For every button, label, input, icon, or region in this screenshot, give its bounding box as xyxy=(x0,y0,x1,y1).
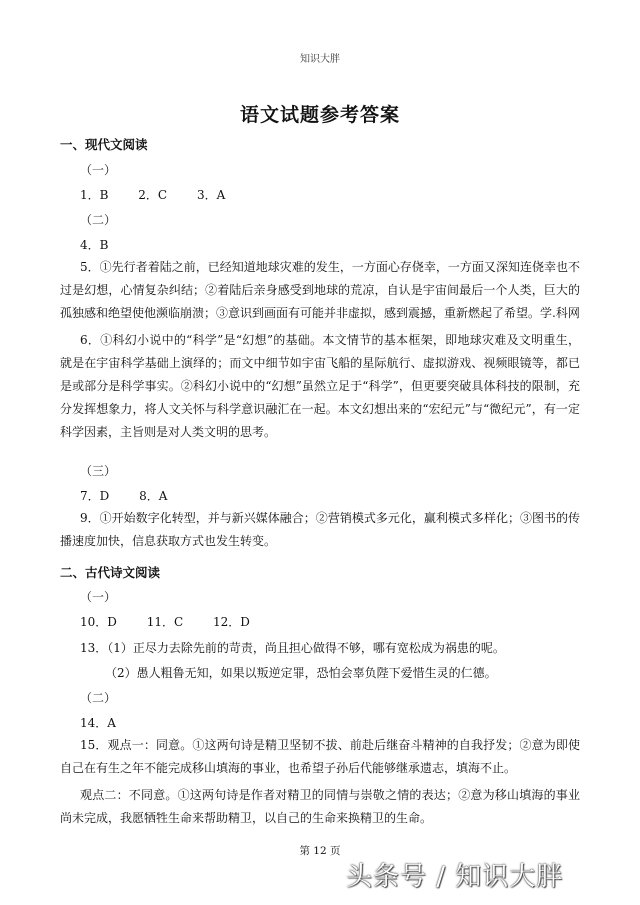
part-label-2: （二） xyxy=(80,213,117,227)
page-number: 第 12 页 xyxy=(299,845,341,857)
answer-13-1: 13．（1）正尽力去除先前的苛责，尚且担心做得不够，哪有宽松成为祸患的呢。 xyxy=(80,641,505,655)
answer-12: 12．D xyxy=(213,615,250,629)
answer-5: 5．①先行者着陆之前，已经知道地球灾难的发生，一方面心存侥幸，一方面又深知连侥幸也不过是幻想，心情复杂纠结；②着陆后亲身感受到地球的荒凉，自认是宇宙间最后一个人类，巨大的孤独感和绝望使他濒临崩溃；③意识到画面有可能并非虚拟，感到震撼，重新燃起了希望。学.科网 xyxy=(60,260,580,320)
answer-1: 1．B xyxy=(80,188,109,202)
answer-7: 7．D xyxy=(80,489,110,503)
answer-9: 9．①开始数字化转型，并与新兴媒体融合；②营销模式多元化，赢利模式多样化；③图书的传播速度加快，信息获取方式也发生转变。 xyxy=(60,511,580,548)
part-label-1: （一） xyxy=(80,163,117,177)
answer-13-2: （2）愚人粗鲁无知，如果以叛逆定罪，恐怕会辜负陛下爱惜生灵的仁德。 xyxy=(105,666,497,680)
answer-2: 2．C xyxy=(138,188,168,202)
watermark: 头条号 / 知识大胖 xyxy=(346,862,564,892)
answer-4: 4．B xyxy=(80,238,109,252)
answer-row-7-8 xyxy=(80,487,193,504)
part-label-3: （三） xyxy=(80,464,117,478)
answer-row-10-12 xyxy=(80,613,276,630)
answer-3: 3．A xyxy=(196,188,226,202)
answer-row-1-3 xyxy=(80,186,251,203)
part-label-5: （二） xyxy=(80,691,117,705)
part-label-4: （一） xyxy=(80,590,117,604)
answer-10: 10．D xyxy=(80,615,117,629)
section-heading-classical: 二、古代诗文阅读 xyxy=(60,565,161,580)
answer-11: 11．C xyxy=(146,615,184,629)
answer-6: 6．①科幻小说中的“科学”是“幻想”的基础。本文情节的基本框架，即地球灾难及文明重生，就是在宇宙科学基础上演绎的；而文中细节如宇宙飞船的星际航行、虚拟游戏、视频眼镜等，都已是或部分是科学事实。②科幻小说中的“幻想”虽然立足于“科学”，但更要突破具体科技的限制，充分发挥想象力，将人文关怀与科学意识融汇在一起。本文幻想出来的“宏纪元”与“微纪元”，有一定科学因素，主旨则是对人类文明的思考。 xyxy=(60,333,580,439)
answer-15-view-1: 15．观点一：同意。①这两句诗是精卫坚韧不拔、前赴后继奋斗精神的自我抒发；②意为即使自己在有生之年不能完成移山填海的事业，也希望子孙后代能够继承遗志，填海不止。 xyxy=(60,738,580,775)
answer-14: 14．A xyxy=(80,716,116,730)
section-heading-modern: 一、现代文阅读 xyxy=(60,137,148,152)
document-title: 语文试题参考答案 xyxy=(239,104,400,126)
page-header: 知识大胖 xyxy=(300,54,340,65)
answer-15-view-2: 观点二：不同意。①这两句诗是作者对精卫的同情与崇敬之情的表达；②意为移山填海的事业尚未完成，我愿牺牲生命来帮助精卫，以自己的生命来换精卫的生命。 xyxy=(60,788,580,825)
answer-8: 8．A xyxy=(139,489,168,503)
